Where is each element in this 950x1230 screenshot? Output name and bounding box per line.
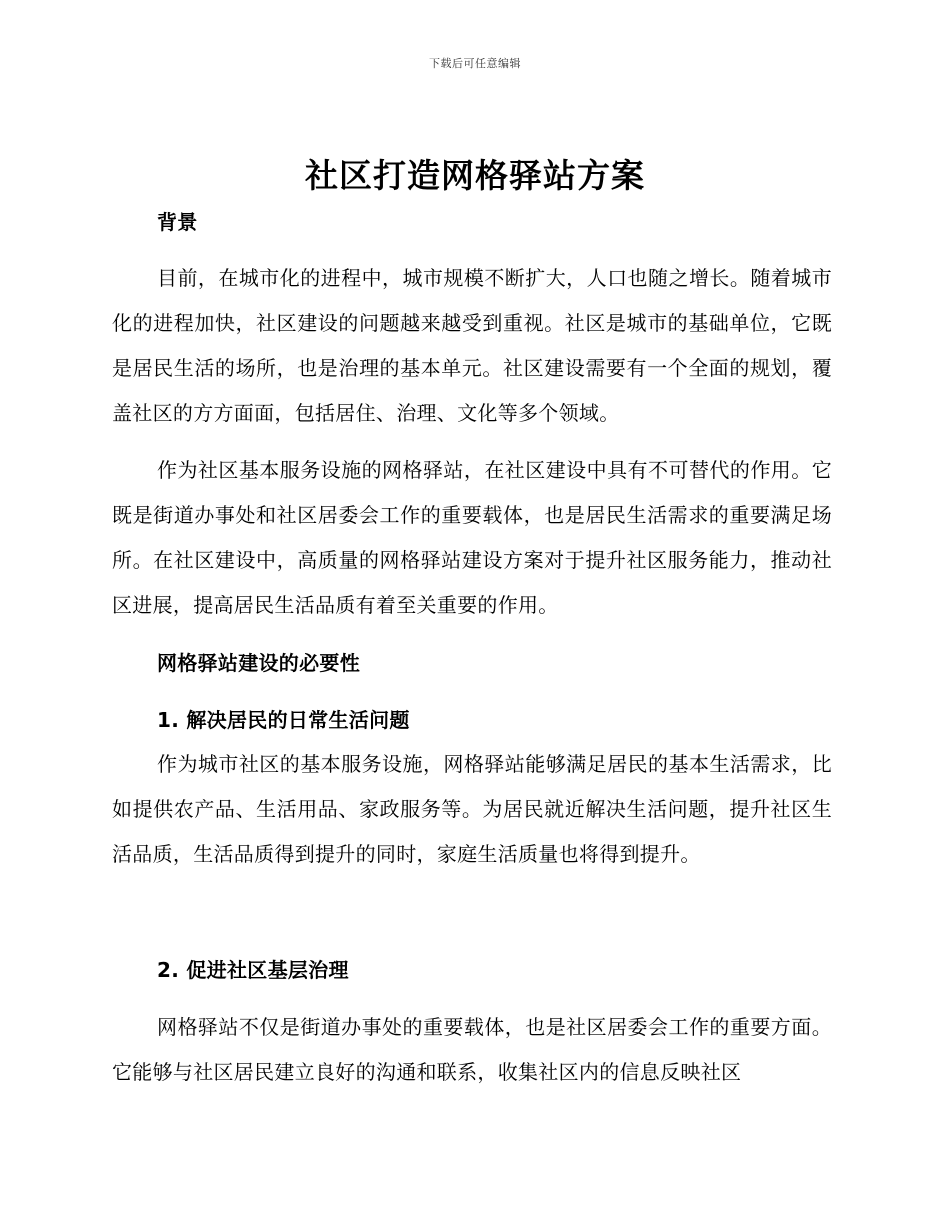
- page-title: 社区打造网格驿站方案: [305, 156, 645, 195]
- paragraph-background-2: [112, 448, 832, 628]
- paragraph-background-1: [112, 256, 832, 436]
- paragraph-text: 网格驿站不仅是街道办事处的重要载体，也是社区居委会工作的重要方面。它能够与社区居民建立良好的沟通和联系，收集社区内的信息反映社区: [112, 1015, 832, 1084]
- section-heading-necessity: 网格驿站建设的必要性: [157, 651, 360, 675]
- item-heading-1: 1. 解决居民的日常生活问题: [157, 708, 410, 732]
- paragraph-text: 作为社区基本服务设施的网格驿站，在社区建设中具有不可替代的作用。它既是街道办事处和社区居委会工作的重要载体，也是居民生活需求的重要满足场所。在社区建设中，高质量的网格驿站建设方案对于提升社区服务能力，推动社区进展，提高居民生活品质有着至关重要的作用。: [112, 458, 832, 617]
- item-heading-2: 2. 促进社区基层治理: [157, 958, 349, 982]
- header-note: 下载后可任意编辑: [429, 57, 521, 70]
- paragraph-text: 目前，在城市化的进程中，城市规模不断扩大，人口也随之增长。随着城市化的进程加快，社区建设的问题越来越受到重视。社区是城市的基础单位，它既是居民生活的场所，也是治理的基本单元。社区建设需要有一个全面的规划，覆盖社区的方方面面，包括居住、治理、文化等多个领域。: [112, 266, 832, 425]
- paragraph-item-1: [112, 742, 832, 877]
- paragraph-item-2: [112, 1005, 832, 1095]
- paragraph-text: 作为城市社区的基本服务设施，网格驿站能够满足居民的基本生活需求，比如提供农产品、生活用品、家政服务等。为居民就近解决生活问题，提升社区生活品质，生活品质得到提升的同时，家庭生活质量也将得到提升。: [112, 752, 832, 866]
- section-heading-background: 背景: [157, 210, 198, 234]
